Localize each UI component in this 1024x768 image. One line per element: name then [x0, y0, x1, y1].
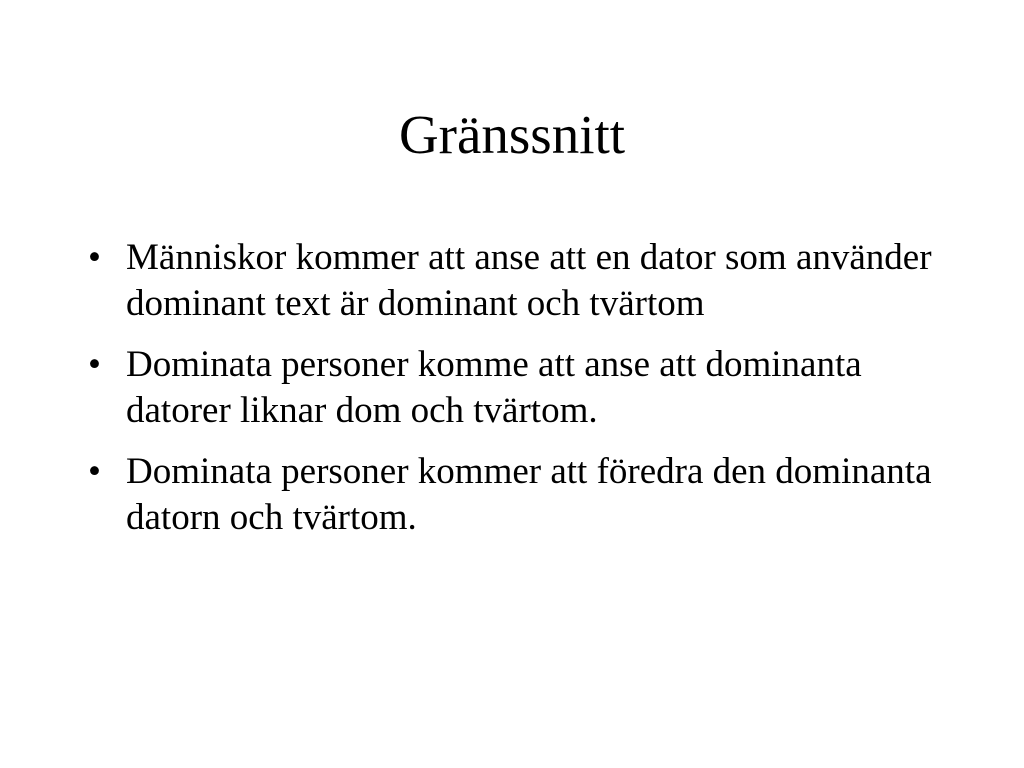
bullet-item: [88, 235, 948, 327]
bullet-text: Dominata personer komme att anse att dominanta datorer liknar dom och tvärtom.: [126, 344, 862, 431]
bullet-dot-icon: •: [88, 451, 101, 492]
bullet-dot-icon: •: [88, 237, 101, 278]
bullet-text: Dominata personer kommer att föredra den dominanta datorn och tvärtom.: [126, 451, 932, 538]
bullet-item: [88, 342, 948, 434]
slide-title: Gränssnitt: [398, 104, 626, 165]
bullet-text: Människor kommer att anse att en dator som använder dominant text är dominant och tvärtom: [126, 237, 932, 324]
bullet-item: [88, 449, 948, 541]
bullet-list: [88, 235, 948, 556]
bullet-dot-icon: •: [88, 344, 101, 385]
